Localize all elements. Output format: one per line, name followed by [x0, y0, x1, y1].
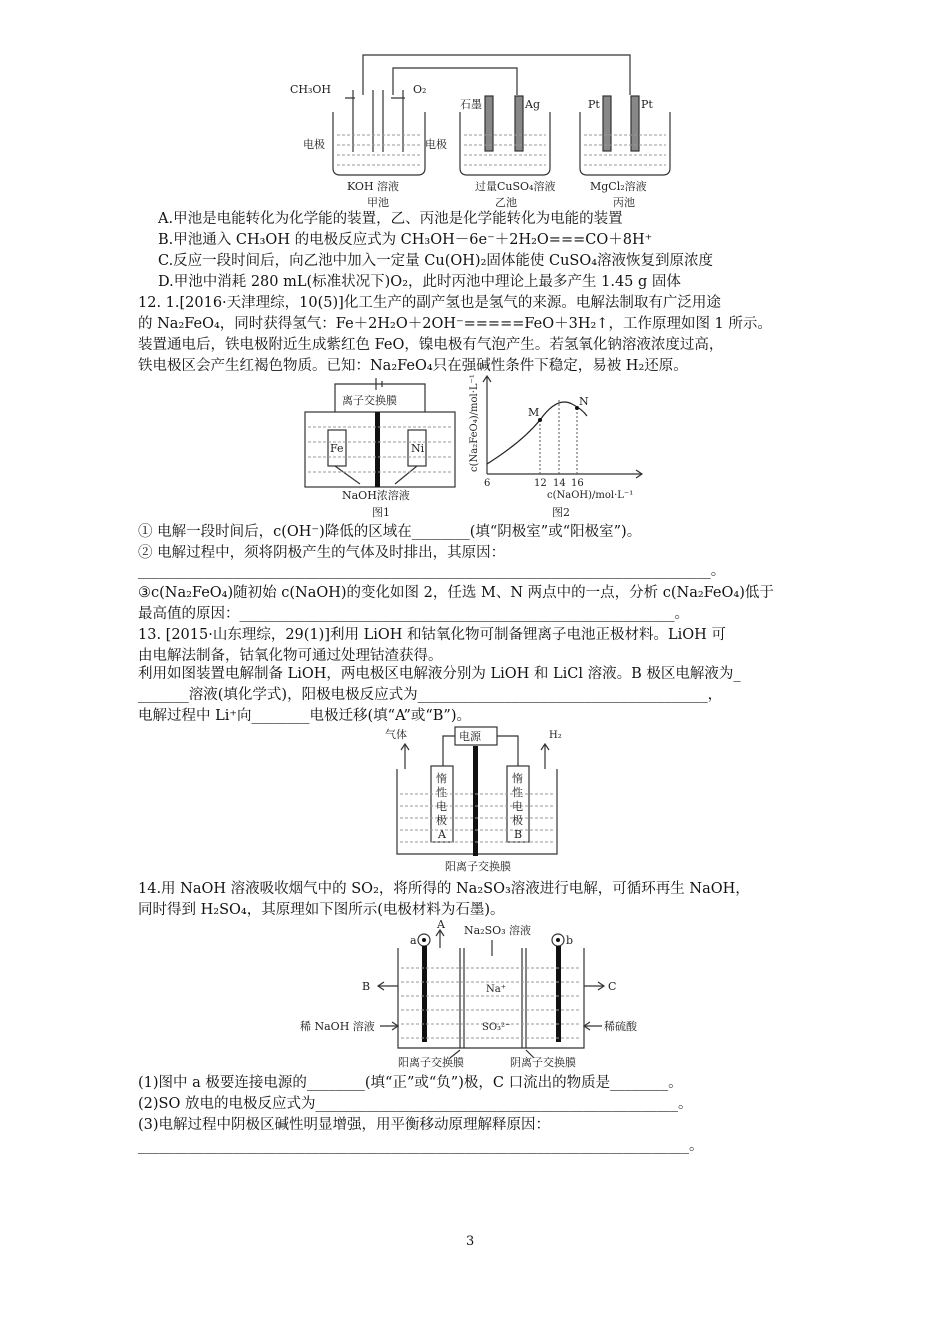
figure-q11-cells [285, 40, 675, 208]
label-m: M [528, 406, 540, 419]
q12-line-1: 12. 1.[2016·天津理综，10(5)]化工生产的副产氢也是氢气的来源。电解法制取有广泛用途 [138, 295, 721, 311]
label-electrode-b-1: 惰 [512, 772, 523, 785]
q12-sub-2-blank: _______________________________________________________________________________。 [138, 563, 726, 579]
figure-q12-fig2-chart [462, 372, 652, 520]
label-so3-ion: SO₃²⁻ [482, 1022, 511, 1033]
q14-sub-1: (1)图中 a 极要连接电源的________(填“正”或“负”)极，C 口流出的物质是________。 [138, 1075, 683, 1091]
label-n: N [579, 395, 589, 408]
label-a-pole: a [410, 934, 417, 947]
q14-sub-3-blank: ____________________________________________________________________________。 [138, 1138, 704, 1154]
label-o2: O₂ [413, 83, 427, 96]
q13-line-2: 由电解法制备，钴氧化物可通过处理钴渣获得。 [138, 648, 443, 664]
q11-option-d: D.甲池中消耗 280 mL(标准状况下)O₂，此时丙池中理论上最多产生 1.45 g 固体 [158, 274, 681, 290]
x-axis-label: c(NaOH)/mol·L⁻¹ [547, 490, 634, 501]
tick-14: 14 [553, 478, 566, 489]
q13-line-3: 利用如图装置电解制备 LiOH，两电极区电解液分别为 LiOH 和 LiCl 溶液。B 极区电解液为_ [138, 666, 741, 682]
figure-q14 [300, 918, 637, 1070]
q12-sub-3: ③c(Na₂FeO₄)随初始 c(NaOH)的变化如图 2，任选 M、N 两点中的一点，分析 c(Na₂FeO₄)低于 [138, 585, 774, 601]
page-number: 3 [466, 1234, 475, 1249]
label-electrode-a-4: 极 [436, 814, 447, 827]
caption-fig1: 图1 [372, 506, 390, 519]
caption-jia: 甲池 [367, 196, 389, 209]
q13-line-1: 13. [2015·山东理综，29(1)]利用 LiOH 和钴氧化物可制备锂离子电池正极材料。LiOH 可 [138, 627, 726, 643]
tick-6: 6 [484, 478, 491, 489]
label-electrode-a-2: 性 [436, 786, 447, 799]
label-pt2: Pt [641, 98, 653, 111]
label-B-port: B [362, 980, 371, 993]
q13-line-5: 电解过程中 Li⁺向________电极迁移(填“A”或“B”)。 [138, 708, 471, 724]
q13-line-4: _______溶液(填化学式)，阳极电极反应式为________________________________________， [138, 687, 723, 703]
label-electrode-a-1: 惰 [436, 772, 447, 785]
label-pt1: Pt [588, 98, 600, 111]
q12-line-4: 铁电极区会产生红褐色物质。已知：Na₂FeO₄只在强碱性条件下稳定，易被 H₂还原。 [138, 358, 688, 374]
label-electrode-b-2: 性 [512, 786, 523, 799]
q14-sub-2: (2)SO 放电的电极反应式为__________________________________________________。 [138, 1096, 693, 1112]
caption-fig2: 图2 [552, 506, 570, 519]
tick-16: 16 [571, 478, 584, 489]
label-graphite: 石墨 [460, 98, 482, 111]
tick-12: 12 [534, 478, 547, 489]
label-ni: Ni [411, 442, 425, 455]
label-cation-membrane: 阳离子交换膜 [445, 860, 511, 873]
figure-q13 [385, 724, 565, 874]
label-gas: 气体 [385, 728, 407, 741]
label-dilute-h2so4: 稀硫酸 [604, 1020, 637, 1033]
q14-sub-3: (3)电解过程中阴极区碱性明显增强，用平衡移动原理解释原因： [138, 1117, 551, 1133]
label-electrode-a-5: A [438, 828, 446, 841]
caption-yi: 乙池 [495, 196, 517, 209]
q12-line-2: 的 Na₂FeO₄，同时获得氢气：Fe＋2H₂O＋2OH⁻=====FeO＋3H₂↑，工作原理如图 1 所示。 [138, 316, 772, 332]
figure-q12-fig1 [300, 372, 460, 520]
label-electrode-b-3: 电 [512, 800, 523, 813]
label-ch3oh: CH₃OH [290, 83, 332, 96]
q11-option-a: A.甲池是电能转化为化学能的装置，乙、丙池是化学能转化为电能的装置 [158, 211, 623, 227]
label-dilute-naoh: 稀 NaOH 溶液 [300, 1020, 375, 1033]
label-ag: Ag [525, 98, 540, 111]
label-electrode-left: 电极 [303, 138, 325, 151]
q12-line-3: 装置通电后，铁电极附近生成紫红色 FeO，镍电极有气泡产生。若氢氧化钠溶液浓度过高， [138, 337, 724, 353]
label-ion-membrane: 离子交换膜 [342, 394, 397, 407]
label-fe: Fe [330, 442, 344, 455]
label-na2so3: Na₂SO₃ 溶液 [464, 924, 532, 937]
y-axis-label: c(Na₂FeO₄)/mol·L⁻¹ [469, 374, 480, 472]
label-b-pole: b [566, 934, 574, 947]
q12-sub-2: ② 电解过程中，须将阴极产生的气体及时排出，其原因： [138, 545, 506, 561]
label-electrode-right: 电极 [425, 138, 447, 151]
q14-line-2: 同时得到 H₂SO₄，其原理如下图所示(电极材料为石墨)。 [138, 902, 505, 918]
caption-bing: 丙池 [613, 196, 635, 209]
label-electrode-b-4: 极 [512, 814, 523, 827]
label-C-port: C [608, 980, 617, 993]
label-koh: KOH 溶液 [347, 180, 400, 193]
label-cation-membrane-q14: 阳离子交换膜 [398, 1056, 464, 1069]
q11-option-c: C.反应一段时间后，向乙池中加入一定量 Cu(OH)₂固体能使 CuSO₄溶液恢复到原浓度 [158, 253, 714, 269]
q12-sub-1: ① 电解一段时间后，c(OH⁻)降低的区域在________(填“阴极室”或“阳极室”)。 [138, 524, 642, 540]
label-h2: H₂ [549, 730, 562, 741]
label-cuso4: 过量CuSO₄溶液 [475, 180, 556, 193]
label-mgcl2: MgCl₂溶液 [590, 180, 647, 193]
label-naoh-conc: NaOH浓溶液 [342, 489, 410, 502]
label-electrode-a-3: 电 [436, 800, 447, 813]
label-electrode-b-5: B [514, 828, 523, 841]
label-anion-membrane: 阴离子交换膜 [510, 1056, 576, 1069]
q14-line-1: 14.用 NaOH 溶液吸收烟气中的 SO₂，将所得的 Na₂SO₃溶液进行电解，可循环再生 NaOH， [138, 881, 750, 897]
label-A-port: A [437, 918, 445, 931]
label-na-ion: Na⁺ [486, 984, 506, 995]
q11-option-b: B.甲池通入 CH₃OH 的电极反应式为 CH₃OH－6e⁻＋2H₂O===CO＋8H⁺ [158, 232, 653, 248]
label-power: 电源 [459, 730, 481, 743]
q12-sub-3-blank: 最高值的原因：____________________________________________________________。 [138, 606, 689, 622]
